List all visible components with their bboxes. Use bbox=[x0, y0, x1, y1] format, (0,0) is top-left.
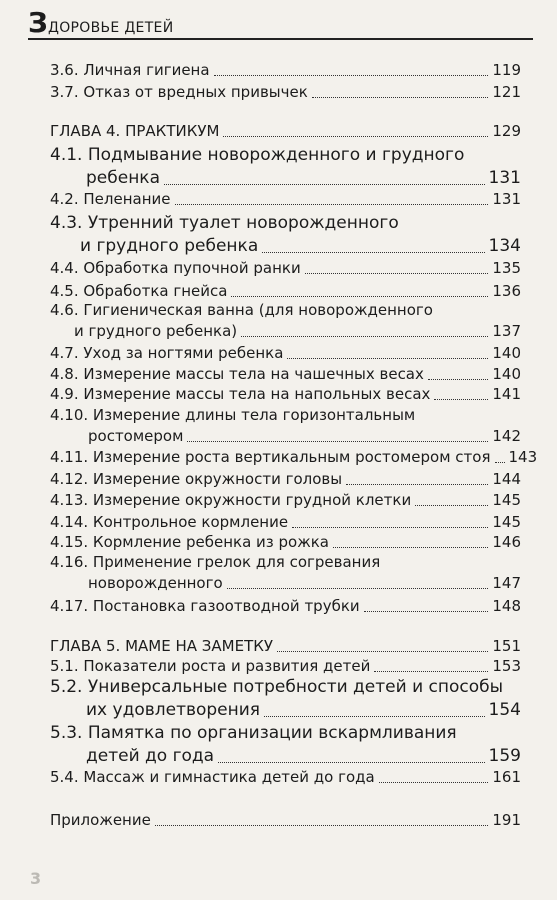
toc-entry-title-line: 4.14. Контрольное кормление bbox=[50, 513, 289, 531]
toc-page-number: 143 bbox=[508, 448, 538, 466]
dot-leader bbox=[287, 358, 488, 359]
toc-page-number: 159 bbox=[488, 746, 521, 766]
toc-entry bbox=[50, 212, 521, 258]
toc-page-number: 140 bbox=[492, 365, 521, 383]
toc-entry-title-line: Приложение bbox=[50, 811, 151, 829]
toc-entry-title-line: 4.6. Гигиеническая ванна (для новорожденного bbox=[50, 301, 433, 319]
toc-entry bbox=[50, 469, 521, 490]
toc-page-number: 131 bbox=[492, 190, 521, 208]
toc-page-number: 121 bbox=[492, 83, 521, 101]
dot-leader bbox=[223, 136, 488, 137]
toc-entry-title-line: 5.4. Массаж и гимнастика детей до года bbox=[50, 768, 375, 786]
dot-leader bbox=[218, 762, 484, 763]
toc-page-number: 136 bbox=[492, 282, 521, 300]
dot-leader bbox=[227, 588, 489, 589]
toc-entry-title-line: 4.11. Измерение роста вертикальным ростомером стоя bbox=[50, 448, 491, 466]
toc-entry bbox=[50, 512, 521, 533]
toc-entry bbox=[50, 364, 521, 385]
toc-entry bbox=[50, 490, 521, 511]
dot-leader bbox=[379, 782, 489, 783]
toc-entry-title-line: 4.3. Утренний туалет новорожденного bbox=[50, 213, 399, 233]
toc-entry-title-line: новорожденного bbox=[88, 574, 223, 592]
toc-entry bbox=[50, 810, 521, 831]
toc-page-number: 145 bbox=[492, 491, 521, 509]
dot-leader bbox=[277, 651, 488, 652]
header-drop-cap: З bbox=[28, 6, 48, 39]
toc-entry bbox=[50, 447, 538, 468]
dot-leader bbox=[155, 825, 489, 826]
dot-leader bbox=[241, 336, 488, 337]
dot-leader bbox=[187, 441, 488, 442]
toc-entry-title-line: 3.7. Отказ от вредных привычек bbox=[50, 83, 308, 101]
dot-leader bbox=[428, 379, 488, 380]
toc-entry bbox=[50, 722, 521, 768]
toc-page-number: 161 bbox=[492, 768, 521, 786]
dot-leader bbox=[333, 547, 488, 548]
dot-leader bbox=[495, 462, 505, 463]
toc-entry bbox=[50, 636, 521, 657]
toc-entry-title-line: 3.6. Личная гигиена bbox=[50, 61, 210, 79]
dot-leader bbox=[264, 716, 485, 717]
toc-entry-title-line: детей до года bbox=[86, 746, 215, 766]
toc-page-number: 144 bbox=[492, 470, 521, 488]
toc-page-number: 146 bbox=[492, 533, 521, 551]
toc-page-number: 119 bbox=[492, 61, 521, 79]
dot-leader bbox=[292, 527, 488, 528]
toc-entry-title-line: 4.2. Пеленание bbox=[50, 190, 171, 208]
toc-entry-title-line: ГЛАВА 4. ПРАКТИКУМ bbox=[50, 122, 220, 140]
toc-page-number: 134 bbox=[488, 236, 521, 256]
toc-page-number: 191 bbox=[492, 811, 521, 829]
toc-entry-title-line: 4.17. Постановка газоотводной трубки bbox=[50, 597, 360, 615]
toc-entry-title-line: 4.12. Измерение окружности головы bbox=[50, 470, 343, 488]
toc-entry bbox=[50, 144, 521, 190]
toc-entry bbox=[50, 121, 521, 142]
toc-entry-title-line: 4.9. Измерение массы тела на напольных весах bbox=[50, 385, 431, 403]
toc-page-number: 141 bbox=[492, 385, 521, 403]
dot-leader bbox=[164, 184, 485, 185]
toc-entry bbox=[50, 656, 521, 677]
toc-entry-title-line: ростомером bbox=[88, 427, 184, 445]
toc-page-number: 145 bbox=[492, 513, 521, 531]
toc-entry bbox=[50, 258, 521, 279]
toc-entry-title-line: 4.7. Уход за ногтями ребенка bbox=[50, 344, 284, 362]
toc-entry bbox=[50, 281, 521, 302]
toc-entry bbox=[50, 189, 521, 210]
toc-entry-title-line: 4.15. Кормление ребенка из рожка bbox=[50, 533, 329, 551]
toc-entry-title-line: 4.10. Измерение длины тела горизонтальным bbox=[50, 406, 416, 424]
toc-entry-title-line: 5.3. Памятка по организации вскармливания bbox=[50, 723, 457, 743]
toc-page-number: 151 bbox=[492, 637, 521, 655]
toc-entry-title-line: 4.16. Применение грелок для согревания bbox=[50, 553, 381, 571]
toc-page-number: 140 bbox=[492, 344, 521, 362]
dot-leader bbox=[262, 252, 484, 253]
dot-leader bbox=[231, 296, 488, 297]
toc-entry bbox=[50, 596, 521, 617]
toc-entry-title-line: 4.5. Обработка гнейса bbox=[50, 282, 228, 300]
toc-page-number: 137 bbox=[492, 322, 521, 340]
toc-entry bbox=[50, 676, 521, 722]
toc-entry bbox=[50, 767, 521, 788]
toc-entry-title-line: их удовлетворения bbox=[86, 700, 261, 720]
toc-entry-title-line: 4.1. Подмывание новорожденного и грудного bbox=[50, 145, 465, 165]
toc-entry-title-line: 5.1. Показатели роста и развития детей bbox=[50, 657, 371, 675]
toc-page-number: 154 bbox=[488, 700, 521, 720]
toc-page-number: 153 bbox=[492, 657, 521, 675]
toc-page-number: 131 bbox=[488, 168, 521, 188]
toc-page-number: 147 bbox=[492, 574, 521, 592]
toc-entry-title-line: 5.2. Универсальные потребности детей и способы bbox=[50, 677, 504, 697]
toc-page-number: 129 bbox=[492, 122, 521, 140]
toc-page-number: 135 bbox=[492, 259, 521, 277]
toc-entry bbox=[50, 405, 521, 447]
toc-entry bbox=[50, 532, 521, 553]
toc-page-number: 148 bbox=[492, 597, 521, 615]
header-title: ДОРОВЬЕ ДЕТЕЙ bbox=[48, 20, 174, 36]
toc-entry-title-line: ГЛАВА 5. МАМЕ НА ЗАМЕТКУ bbox=[50, 637, 274, 655]
toc-entry-title-line: 4.13. Измерение окружности грудной клетки bbox=[50, 491, 412, 509]
dot-leader bbox=[305, 273, 489, 274]
toc-entry bbox=[50, 384, 521, 405]
toc-entry bbox=[50, 552, 521, 594]
toc-entry bbox=[50, 343, 521, 364]
dot-leader bbox=[374, 671, 488, 672]
page-number: 3 bbox=[30, 869, 42, 888]
toc-entry-title-line: и грудного ребенка) bbox=[74, 322, 238, 340]
toc-entry-title-line: и грудного ребенка bbox=[80, 236, 259, 256]
toc-entry-title-line: 4.8. Измерение массы тела на чашечных весах bbox=[50, 365, 424, 383]
toc-entry-title-line: 4.4. Обработка пупочной ранки bbox=[50, 259, 301, 277]
dot-leader bbox=[312, 97, 489, 98]
toc-entry bbox=[50, 82, 521, 103]
dot-leader bbox=[175, 204, 489, 205]
dot-leader bbox=[415, 505, 488, 506]
dot-leader bbox=[364, 611, 489, 612]
toc-page-number: 142 bbox=[492, 427, 521, 445]
dot-leader bbox=[434, 399, 488, 400]
dot-leader bbox=[346, 484, 488, 485]
toc-entry bbox=[50, 60, 521, 81]
toc-entry-title-line: ребенка bbox=[86, 168, 160, 188]
toc-entry bbox=[50, 300, 521, 342]
dot-leader bbox=[214, 75, 489, 76]
